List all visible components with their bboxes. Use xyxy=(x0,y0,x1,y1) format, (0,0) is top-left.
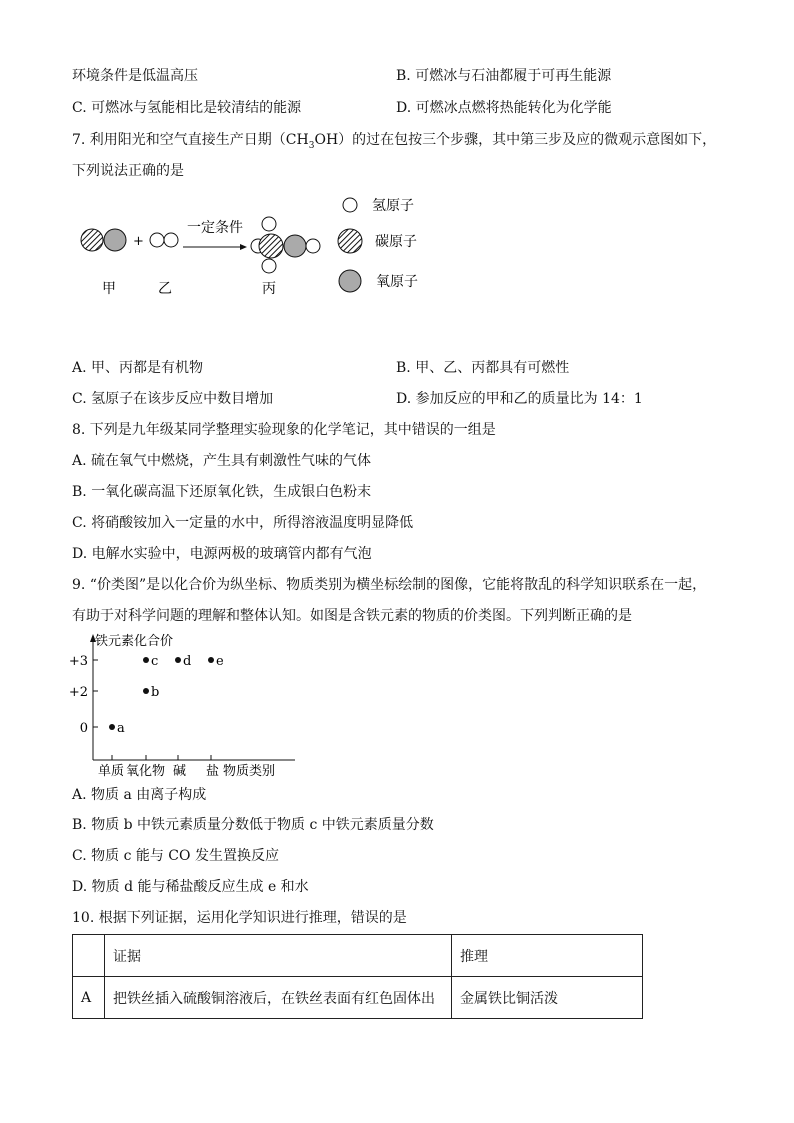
q7-option-a: A. 甲、丙都是有机物 xyxy=(72,360,204,376)
data-point-label: c xyxy=(151,654,159,669)
q9-option-d: D. 物质 d 能与稀盐酸反应生成 e 和水 xyxy=(72,879,309,895)
valence-class-chart xyxy=(60,628,320,784)
data-point-label: a xyxy=(117,721,125,736)
y-axis-label: 铁元素化合价 xyxy=(95,634,174,649)
data-point-a xyxy=(109,724,115,730)
q8-option-d: D. 电解水实验中，电源两极的玻璃管内都有气泡 xyxy=(72,546,372,562)
data-point-b xyxy=(143,688,149,694)
x-category-label: 碱 xyxy=(173,764,187,779)
reaction-condition: 一定条件 xyxy=(187,220,243,236)
q8-option-c: C. 将硝酸铵加入一定量的水中，所得溶液温度明显降低 xyxy=(72,515,414,531)
q9-stem-line1: 9. “价类图”是以化合价为纵坐标、物质类别为横坐标绘制的图像，它能将散乱的科学知识联系在一起， xyxy=(72,577,707,593)
legend-hydrogen: 氢原子 xyxy=(372,198,414,214)
q6-option-a-continuation: 环境条件是低温高压 xyxy=(72,68,198,84)
label-jia: 甲 xyxy=(102,281,116,297)
y-tick-label: +2 xyxy=(68,685,88,700)
q7-stem-line2: 下列说法正确的是 xyxy=(72,163,184,179)
table-header-cell: 推理 xyxy=(452,935,643,977)
legend-carbon-icon xyxy=(338,229,362,253)
data-point-d xyxy=(175,657,181,663)
q7-stem-line1: 7. 利用阳光和空气直接生产日期$(CH_3OH)$的过在包按三个步骤，其中第三步及应的微观示意图如下， xyxy=(72,132,717,151)
molecule-jia xyxy=(81,229,126,251)
q9-option-b: B. 物质 b 中铁元素质量分数低于物质 c 中铁元素质量分数 xyxy=(72,817,434,833)
q7-option-b: B. 甲、乙、丙都具有可燃性 xyxy=(396,360,570,376)
q10-stem: 10. 根据下列证据，运用化学知识进行推理，错误的是 xyxy=(72,910,407,926)
q9-option-c: C. 物质 c 能与 CO 发生置换反应 xyxy=(72,848,279,864)
q8-stem: 8. 下列是九年级某同学整理实验现象的化学笔记，其中错误的一组是 xyxy=(72,422,496,438)
molecule-yi xyxy=(150,233,178,247)
y-tick-label: 0 xyxy=(79,721,88,736)
data-point-label: b xyxy=(151,685,160,700)
q6-option-b: B. 可燃冰与石油都履于可再生能源 xyxy=(396,68,612,84)
legend-oxygen: 氧原子 xyxy=(376,274,418,290)
x-category-label: 氧化物 xyxy=(126,764,166,779)
arrow-head xyxy=(240,244,247,250)
plus-sign: + xyxy=(133,234,144,249)
q8-option-b: B. 一氧化碳高温下还原氧化铁，生成银白色粉末 xyxy=(72,484,372,500)
reaction-diagram xyxy=(70,190,450,310)
q7-option-c: C. 氢原子在该步反应中数目增加 xyxy=(72,391,274,407)
q6-option-c: C. 可燃冰与氢能相比是较清结的能源 xyxy=(72,100,302,116)
table-cell: 金属铁比铜活泼 xyxy=(452,977,643,1019)
q6-option-d: D. 可燃冰点燃将热能转化为化学能 xyxy=(396,100,612,116)
legend-oxygen-icon xyxy=(339,270,361,292)
q7-option-d: D. 参加反应的甲和乙的质量比为 14：1 xyxy=(396,391,643,407)
y-tick-label: +3 xyxy=(68,654,88,669)
q8-option-a: A. 硫在氧气中燃烧，产生具有刺激性气味的气体 xyxy=(72,453,372,469)
legend-hydrogen-icon xyxy=(343,198,357,212)
table-cell: A xyxy=(73,977,105,1019)
data-point-c xyxy=(143,657,149,663)
x-category-label: 盐 xyxy=(206,764,220,779)
table-header-row xyxy=(73,935,643,977)
data-point-e xyxy=(208,657,214,663)
label-bing: 丙 xyxy=(262,281,276,297)
table-row xyxy=(73,977,643,1019)
evidence-table xyxy=(72,934,643,1019)
q9-stem-line2: 有助于对科学问题的理解和整体认知。如图是含铁元素的物质的价类图。下列判断正确的是 xyxy=(72,608,632,624)
data-point-label: e xyxy=(216,654,224,669)
molecule-bing xyxy=(251,217,320,273)
legend-carbon: 碳原子 xyxy=(375,234,417,250)
x-axis-label: 物质类别 xyxy=(223,764,276,779)
table-cell: 把铁丝插入硫酸铜溶液后，在铁丝表面有红色固体出 xyxy=(105,977,452,1019)
label-yi: 乙 xyxy=(158,281,172,297)
x-category-label: 单质 xyxy=(98,764,125,779)
q9-option-a: A. 物质 a 由离子构成 xyxy=(72,787,207,803)
table-header-cell: 证据 xyxy=(105,935,452,977)
table-header-cell xyxy=(73,935,105,977)
data-point-label: d xyxy=(183,654,192,669)
